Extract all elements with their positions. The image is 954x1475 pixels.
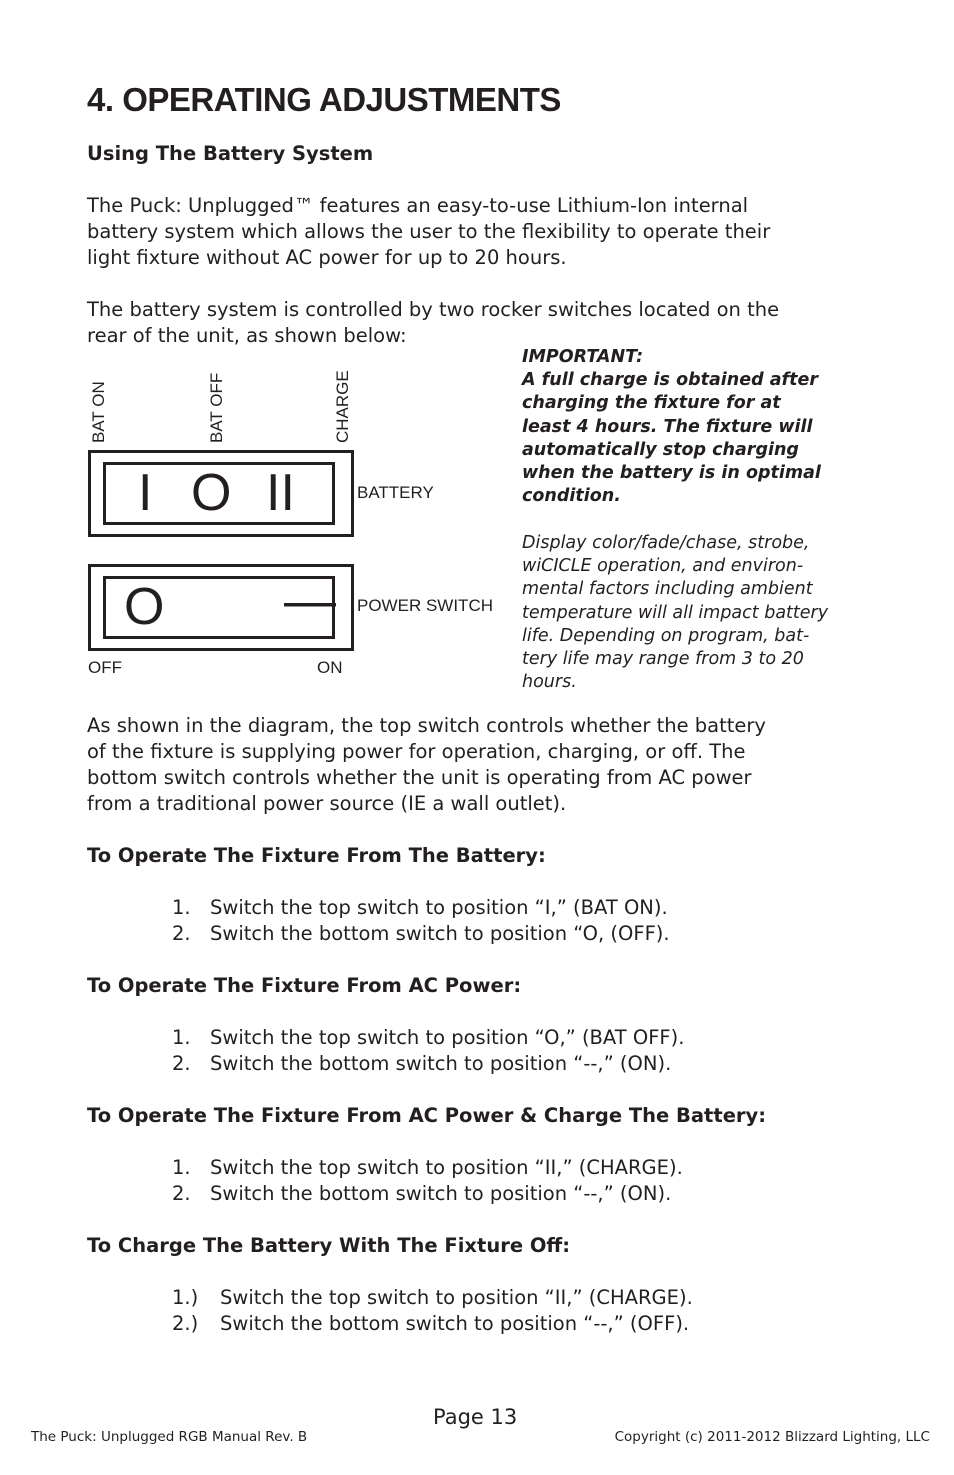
power-switch-name: POWER SWITCH	[357, 596, 493, 615]
note-line: condition.	[522, 486, 621, 507]
on-label: ON	[317, 658, 343, 677]
footer-copyright: Copyright (c) 2011-2012 Blizzard Lighting, LLC	[614, 1429, 930, 1445]
battery-switch-face	[103, 462, 335, 525]
battery-switch-name: BATTERY	[357, 483, 434, 502]
intro-line: The Puck: Unplugged™ features an easy-to-use Lithium-Ion internal	[87, 194, 749, 217]
note-line: least 4 hours. The fixture will	[522, 416, 813, 437]
page-heading: 4. OPERATING ADJUSTMENTS	[87, 81, 561, 118]
procedure-step: 1. Switch the top switch to position “II,” (CHARGE).	[172, 1156, 683, 1179]
intro-line: light fixture without AC power for up to 20 hours.	[87, 246, 567, 269]
off-position-symbol: O	[124, 578, 165, 636]
procedure-title: To Charge The Battery With The Fixture Off:	[87, 1234, 571, 1257]
important-note	[522, 346, 867, 508]
switch-intro-line: The battery system is controlled by two rocker switches located on the	[87, 298, 780, 321]
procedure-step: 2. Switch the bottom switch to position “--,” (ON).	[172, 1182, 672, 1205]
charge-label: CHARGE	[333, 370, 352, 443]
note-line: automatically stop charging	[522, 439, 799, 460]
power-rocker-switch	[88, 564, 354, 651]
bat-on-label: BAT ON	[89, 381, 108, 443]
procedure-step: 2. Switch the bottom switch to position “--,” (ON).	[172, 1052, 672, 1075]
note-line: hours.	[522, 672, 577, 693]
note-line: A full charge is obtained after	[522, 370, 819, 391]
note-line: when the battery is in optimal	[522, 463, 821, 484]
explanation-paragraph	[87, 713, 766, 817]
position-ii-symbol: II	[266, 464, 295, 522]
note-line: Display color/fade/chase, strobe,	[522, 533, 810, 553]
explanation-line: of the fixture is supplying power for operation, charging, or off. The	[87, 740, 746, 763]
procedure-step: 2. Switch the bottom switch to position “O, (OFF).	[172, 922, 670, 945]
off-label: OFF	[88, 658, 122, 677]
explanation-line: As shown in the diagram, the top switch controls whether the battery	[87, 714, 766, 737]
battery-life-note	[522, 532, 867, 694]
note-line: life. Depending on program, bat-	[522, 625, 810, 646]
section-title: Using The Battery System	[87, 142, 374, 165]
note-line: tery life may range from 3 to 20	[522, 649, 804, 670]
procedure-step: 2.) Switch the bottom switch to position “--,” (OFF).	[172, 1312, 690, 1335]
battery-rocker-switch	[88, 450, 354, 537]
note-line: temperature will all impact battery	[522, 602, 829, 623]
power-switch-face	[103, 572, 336, 639]
note-line: charging the fixture for at	[522, 393, 781, 414]
intro-line: battery system which allows the user to the flexibility to operate their	[87, 220, 771, 243]
explanation-line: bottom switch controls whether the unit is operating from AC power	[87, 766, 752, 789]
position-i-symbol: I	[138, 464, 153, 522]
page-number: Page 13	[433, 1405, 518, 1429]
procedure-step: 1. Switch the top switch to position “O,” (BAT OFF).	[172, 1026, 685, 1049]
footer-manual-title: The Puck: Unplugged RGB Manual Rev. B	[31, 1429, 308, 1445]
bat-off-label: BAT OFF	[207, 372, 226, 443]
procedure-step: 1.) Switch the top switch to position “II,” (CHARGE).	[172, 1286, 693, 1309]
procedure-step: 1. Switch the top switch to position “I,” (BAT ON).	[172, 896, 668, 919]
note-line: wiCICLE operation, and environ-	[522, 556, 804, 577]
explanation-line: from a traditional power source (IE a wall outlet).	[87, 792, 567, 815]
procedure-title: To Operate The Fixture From AC Power:	[87, 974, 522, 997]
note-line: IMPORTANT:	[522, 347, 644, 367]
procedure-title: To Operate The Fixture From The Battery:	[87, 844, 546, 867]
position-o-symbol: O	[191, 464, 232, 522]
note-line: mental factors including ambient	[522, 579, 813, 600]
procedure-title: To Operate The Fixture From AC Power & Charge The Battery:	[87, 1104, 767, 1127]
on-position-symbol: —	[284, 572, 336, 630]
switch-intro-line: rear of the unit, as shown below:	[87, 324, 407, 347]
